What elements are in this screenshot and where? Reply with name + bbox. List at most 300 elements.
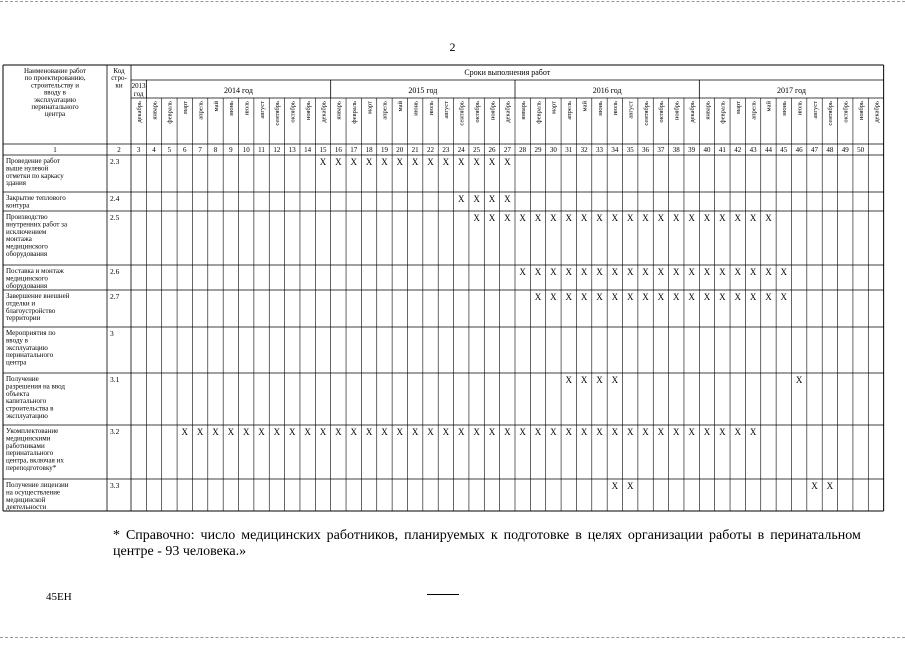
schedule-mark: X — [381, 157, 388, 167]
schedule-mark: X — [626, 292, 634, 302]
column-number: 4 — [152, 146, 156, 154]
schedule-mark: X — [734, 213, 741, 223]
page-number: 2 — [449, 40, 456, 54]
row-name: разрешения на ввод — [6, 382, 65, 391]
schedule-mark: X — [611, 213, 619, 223]
row-name: благоустройство — [6, 306, 56, 315]
schedule-mark: X — [534, 427, 542, 437]
column-number: 38 — [672, 146, 680, 154]
column-number: 42 — [734, 146, 742, 154]
row-name: контура — [6, 201, 30, 210]
month-label: март — [735, 101, 743, 114]
row-name: Завершение внешней — [6, 292, 70, 300]
row-name: капитального — [6, 397, 47, 406]
footnote-word: число — [200, 528, 236, 543]
row-code: 2.7 — [110, 292, 120, 301]
month-label: февраль — [535, 101, 543, 124]
year-label: 2013 — [131, 82, 146, 90]
schedule-mark: X — [749, 292, 757, 302]
schedule-mark: X — [212, 427, 219, 437]
row-name: территории — [6, 314, 41, 323]
month-label: июнь — [596, 101, 604, 116]
schedule-mark: X — [657, 267, 665, 277]
column-number: 15 — [319, 146, 327, 154]
schedule-mark: X — [350, 157, 357, 167]
schedule-mark: X — [749, 213, 757, 223]
schedule-mark: X — [688, 213, 695, 223]
month-label: октябрь — [289, 101, 297, 123]
schedule-mark: X — [795, 375, 803, 385]
schedule-mark: X — [457, 427, 465, 437]
schedule-mark: X — [596, 213, 603, 223]
month-label: май — [397, 101, 405, 112]
schedule-mark: X — [780, 292, 788, 302]
schedule-mark: X — [703, 213, 711, 223]
month-label: июль — [243, 101, 251, 116]
column-number: 28 — [519, 146, 527, 154]
schedule-mark: X — [473, 427, 480, 437]
month-label: август — [627, 101, 635, 119]
month-label: февраль — [166, 101, 174, 124]
schedule-mark: X — [565, 375, 573, 385]
schedule-mark: X — [642, 292, 649, 302]
column-number: 29 — [534, 146, 542, 154]
row-name: объекта — [6, 389, 30, 398]
column-number: 25 — [473, 146, 481, 154]
schedule-mark: X — [411, 157, 419, 167]
month-label: ноябрь — [304, 101, 312, 121]
schedule-mark: X — [427, 427, 434, 437]
schedule-mark: X — [826, 481, 834, 491]
column-number: 48 — [826, 146, 834, 154]
column-number: 35 — [626, 146, 634, 154]
month-label: январь — [704, 101, 712, 120]
month-label: январь — [335, 101, 343, 120]
row-name: эксплуатацию — [6, 412, 48, 420]
schedule-mark: X — [473, 213, 480, 223]
footnote-line-2: центре - 93 человека.» — [113, 544, 247, 559]
schedule-mark: X — [626, 481, 634, 491]
row-name: Получение — [6, 375, 39, 383]
schedule-mark: X — [196, 427, 204, 437]
schedule-mark: X — [703, 292, 711, 302]
row-name: Укомплектование — [6, 427, 59, 435]
month-label: декабрь — [688, 101, 696, 123]
schedule-mark: X — [580, 427, 588, 437]
footnote-word: к — [490, 528, 498, 543]
row-name: выше нулевой — [6, 164, 49, 173]
row-name: медицинской — [6, 495, 46, 504]
schedule-mark: X — [519, 267, 526, 277]
schedule-mark: X — [596, 267, 603, 277]
month-label: ноябрь — [489, 101, 497, 121]
row-name: Получение лицензии — [6, 481, 69, 489]
schedule-mark: X — [565, 213, 573, 223]
schedule-mark: X — [611, 481, 619, 491]
schedule-mark: X — [365, 427, 373, 437]
row-code: 3.1 — [110, 375, 120, 384]
column-number: 37 — [657, 146, 665, 154]
month-label: ноябрь — [857, 101, 865, 121]
month-label: май — [765, 101, 773, 112]
schedule-mark: X — [350, 427, 357, 437]
schedule-mark: X — [319, 157, 327, 167]
column-number: 34 — [611, 146, 619, 154]
month-label: февраль — [719, 101, 727, 124]
schedule-mark: X — [626, 427, 634, 437]
row-name: переподготовку* — [6, 464, 57, 472]
schedule-mark: X — [304, 427, 311, 437]
schedule-mark: X — [688, 292, 695, 302]
schedule-mark: X — [457, 157, 465, 167]
column-number: 46 — [795, 146, 803, 154]
schedule-mark: X — [734, 427, 741, 437]
column-number: 19 — [380, 146, 388, 154]
month-label: август — [443, 101, 451, 119]
row-name: медицинскими — [6, 434, 51, 443]
schedule-mark: X — [457, 194, 465, 204]
schedule-mark: X — [811, 481, 818, 491]
column-number: 30 — [549, 146, 557, 154]
row-name: вводу в — [6, 336, 28, 345]
column-number: 2 — [117, 146, 121, 154]
schedule-mark: X — [381, 427, 388, 437]
schedule-mark: X — [688, 267, 695, 277]
schedule-mark: X — [703, 267, 711, 277]
month-label: август — [811, 101, 819, 119]
schedule-mark: X — [580, 375, 588, 385]
row-name: эксплуатацию — [6, 343, 48, 352]
row-name: перинатального — [6, 449, 54, 458]
month-label: декабрь — [320, 101, 328, 123]
schedule-mark: X — [488, 213, 496, 223]
column-header-deadlines: Сроки выполнения работ — [464, 68, 551, 77]
schedule-mark: X — [719, 292, 726, 302]
column-header-name: перинатального — [31, 103, 79, 111]
schedule-mark: X — [504, 213, 511, 223]
schedule-mark: X — [473, 194, 480, 204]
schedule-mark: X — [673, 213, 680, 223]
schedule-mark: X — [688, 427, 695, 437]
schedule-mark: X — [289, 427, 296, 437]
schedule-mark: X — [719, 427, 726, 437]
column-number: 22 — [427, 146, 435, 154]
schedule-mark: X — [580, 267, 588, 277]
schedule-mark: X — [719, 213, 726, 223]
year-label: год — [133, 90, 144, 98]
month-label: март — [182, 101, 190, 114]
row-code: 3.3 — [110, 481, 120, 490]
footnote-word: целях — [587, 528, 622, 543]
row-name: на осуществление — [6, 488, 61, 497]
row-name: здания — [6, 179, 27, 188]
schedule-mark: X — [504, 194, 511, 204]
schedule-mark: X — [504, 157, 511, 167]
column-number: 5 — [167, 146, 172, 154]
schedule-mark: X — [734, 292, 741, 302]
column-number: 11 — [258, 146, 265, 154]
footnote-word: организации — [627, 528, 704, 543]
month-label: июнь — [781, 101, 789, 116]
schedule-mark: X — [642, 267, 649, 277]
schedule-mark: X — [242, 427, 250, 437]
schedule-mark: X — [335, 157, 342, 167]
month-label: июль — [427, 101, 435, 116]
row-code: 2.4 — [110, 194, 120, 203]
column-number: 33 — [595, 146, 603, 154]
month-label: сентябрь — [827, 101, 835, 126]
year-label: 2014 год — [224, 86, 253, 95]
schedule-mark: X — [227, 427, 235, 437]
footnote-word: перинатальном — [770, 528, 861, 543]
schedule-mark: X — [411, 427, 419, 437]
schedule-mark: X — [734, 267, 741, 277]
footnote — [113, 528, 861, 560]
schedule-mark: X — [550, 267, 557, 277]
schedule-mark: X — [319, 427, 327, 437]
month-label: апрель — [197, 101, 205, 120]
schedule-mark: X — [519, 213, 526, 223]
column-header-name: по проектированию, — [24, 74, 86, 83]
schedule-mark: X — [488, 427, 496, 437]
row-name: медицинского — [6, 274, 48, 283]
month-label: апрель — [566, 101, 574, 120]
schedule-mark: X — [611, 375, 619, 385]
schedule-mark: X — [442, 427, 450, 437]
schedule-mark: X — [673, 292, 680, 302]
schedule-mark: X — [565, 427, 573, 437]
footnote-word: подготовке — [503, 528, 570, 543]
column-number: 14 — [304, 146, 312, 154]
schedule-mark: X — [550, 292, 557, 302]
footnote-word: планируемых — [404, 528, 485, 543]
schedule-mark: X — [273, 427, 281, 437]
schedule-mark: X — [657, 427, 665, 437]
row-code: 3 — [110, 329, 114, 338]
row-code: 3.2 — [110, 427, 120, 436]
schedule-mark: X — [749, 427, 757, 437]
month-label: июнь — [228, 101, 236, 116]
schedule-mark: X — [427, 157, 434, 167]
column-number: 39 — [688, 146, 696, 154]
column-number: 8 — [213, 146, 218, 154]
column-number: 3 — [136, 146, 141, 154]
month-label: июнь — [412, 101, 420, 116]
month-label: апрель — [750, 101, 758, 120]
footnote-word: работников, — [326, 528, 399, 543]
schedule-mark: X — [442, 157, 450, 167]
footnote-word: медицинских — [241, 528, 321, 543]
column-number: 43 — [749, 146, 757, 154]
schedule-mark: X — [335, 427, 342, 437]
column-number: 24 — [457, 146, 465, 154]
schedule-mark: X — [657, 292, 665, 302]
column-number: 17 — [350, 146, 358, 154]
month-label: апрель — [381, 101, 389, 120]
month-label: январь — [519, 101, 527, 120]
month-label: декабрь — [504, 101, 512, 123]
row-name: центра — [6, 358, 27, 367]
schedule-mark: X — [550, 213, 557, 223]
column-number: 31 — [565, 146, 573, 154]
month-label: ноябрь — [673, 101, 681, 121]
schedule-mark: X — [642, 213, 649, 223]
schedule-mark: X — [765, 292, 772, 302]
schedule-mark: X — [596, 292, 603, 302]
month-label: декабрь — [135, 101, 143, 123]
row-code: 2.3 — [110, 157, 120, 166]
schedule-mark: X — [626, 267, 634, 277]
column-header-code: Код — [113, 67, 125, 75]
schedule-mark: X — [504, 427, 511, 437]
month-label: октябрь — [842, 101, 850, 123]
row-name: строительства в — [6, 404, 54, 413]
row-name: оборудования — [6, 281, 48, 290]
schedule-mark: X — [488, 194, 496, 204]
column-number: 6 — [183, 146, 187, 154]
month-label: январь — [151, 101, 159, 120]
month-label: март — [550, 101, 558, 114]
column-header-code: стро- — [111, 74, 127, 83]
schedule-mark: X — [365, 157, 373, 167]
row-name: оборудования — [6, 250, 48, 258]
column-number: 12 — [273, 146, 281, 154]
row-name: отметки по каркасу — [6, 171, 64, 180]
row-name: монтажа — [6, 235, 32, 244]
column-number: 13 — [288, 146, 296, 154]
schedule-mark: X — [519, 427, 526, 437]
schedule-mark: X — [765, 267, 772, 277]
schedule-mark: X — [642, 427, 649, 437]
schedule-mark: X — [258, 427, 265, 437]
month-label: сентябрь — [458, 101, 466, 126]
row-name: центра, включая их — [6, 456, 64, 465]
footnote-word: в — [757, 528, 765, 543]
column-number: 45 — [780, 146, 788, 154]
year-label: 2015 год — [408, 86, 438, 95]
schedule-mark: X — [565, 267, 573, 277]
month-label: сентябрь — [642, 101, 650, 126]
month-label: декабрь — [873, 101, 881, 123]
column-number: 20 — [396, 146, 404, 154]
schedule-mark: X — [488, 157, 496, 167]
column-number: 27 — [503, 146, 511, 154]
schedule-mark: X — [596, 375, 603, 385]
schedule-mark: X — [749, 267, 757, 277]
row-name: Мероприятия по — [6, 329, 56, 337]
schedule-mark: X — [719, 267, 726, 277]
column-number: 41 — [718, 146, 726, 154]
schedule-mark: X — [703, 427, 711, 437]
column-number: 44 — [764, 146, 772, 154]
schedule-mark: X — [181, 427, 189, 437]
schedule-mark: X — [780, 267, 788, 277]
row-name: отделки и — [6, 299, 36, 308]
month-label: май — [212, 101, 220, 112]
schedule-mark: X — [580, 213, 588, 223]
schedule-mark: X — [396, 427, 404, 437]
separator-rule — [427, 594, 459, 595]
column-number: 40 — [703, 146, 711, 154]
schedule-mark: X — [473, 157, 480, 167]
month-label: август — [258, 101, 266, 119]
month-label: март — [366, 101, 374, 114]
row-name: работниками — [6, 441, 45, 450]
row-code: 2.6 — [110, 267, 120, 276]
column-number: 36 — [642, 146, 650, 154]
schedule-mark: X — [550, 427, 557, 437]
row-name: перинатального — [6, 351, 54, 360]
schedule-mark: X — [673, 267, 680, 277]
column-number: 10 — [242, 146, 250, 154]
schedule-mark: X — [565, 292, 573, 302]
footnote-word: в — [575, 528, 582, 543]
column-number: 7 — [198, 146, 202, 154]
month-label: июль — [796, 101, 804, 116]
column-number: 1 — [53, 146, 57, 154]
footnote-word: работы — [709, 528, 752, 543]
month-label: февраль — [351, 101, 359, 124]
month-label: май — [581, 101, 589, 112]
column-number: 26 — [488, 146, 496, 154]
column-header-code: ки — [115, 81, 123, 90]
row-name: исключением — [6, 227, 47, 236]
column-number: 32 — [580, 146, 588, 154]
column-number: 47 — [811, 146, 819, 154]
row-name: Проведение работ — [6, 157, 60, 165]
schedule-mark: X — [626, 213, 634, 223]
footnote-word: * — [113, 528, 120, 543]
column-number: 49 — [841, 146, 849, 154]
month-label: сентябрь — [274, 101, 282, 126]
column-number: 23 — [442, 146, 450, 154]
row-name: медицинского — [6, 242, 48, 251]
row-name: Поставка и монтаж — [6, 267, 64, 275]
column-header-name: строительству и — [30, 81, 80, 90]
schedule-mark: X — [611, 292, 619, 302]
schedule-mark: X — [611, 427, 619, 437]
column-number: 18 — [365, 146, 373, 154]
column-number: 9 — [229, 146, 233, 154]
schedule-mark: X — [657, 213, 665, 223]
schedule-mark: X — [534, 267, 542, 277]
schedule-mark: X — [534, 213, 542, 223]
schedule-mark: X — [596, 427, 603, 437]
column-header-name: эксплуатацию — [34, 95, 76, 104]
year-label: 2017 год — [777, 86, 806, 95]
document-code: 45ЕН — [46, 591, 72, 603]
row-name: внутренних работ за — [6, 220, 68, 229]
column-header-name: вводу в — [44, 88, 66, 97]
month-label: июль — [612, 101, 620, 116]
footnote-word: Справочно: — [125, 528, 195, 543]
month-label: октябрь — [473, 101, 481, 123]
month-label: октябрь — [658, 101, 666, 123]
row-name: Закрытие теплового — [6, 194, 66, 202]
schedule-mark: X — [396, 157, 404, 167]
schedule-mark: X — [534, 292, 542, 302]
column-header-name: центра — [44, 110, 66, 119]
column-number: 50 — [857, 146, 865, 154]
schedule-mark: X — [580, 292, 588, 302]
column-number: 16 — [334, 146, 342, 154]
year-label: 2016 год — [592, 86, 622, 95]
footnote-line-1 — [113, 528, 861, 544]
row-name: деятельности — [6, 503, 47, 512]
column-header-name: Наименование работ — [24, 67, 86, 75]
row-name: Производство — [6, 213, 48, 221]
schedule-mark: X — [611, 267, 619, 277]
